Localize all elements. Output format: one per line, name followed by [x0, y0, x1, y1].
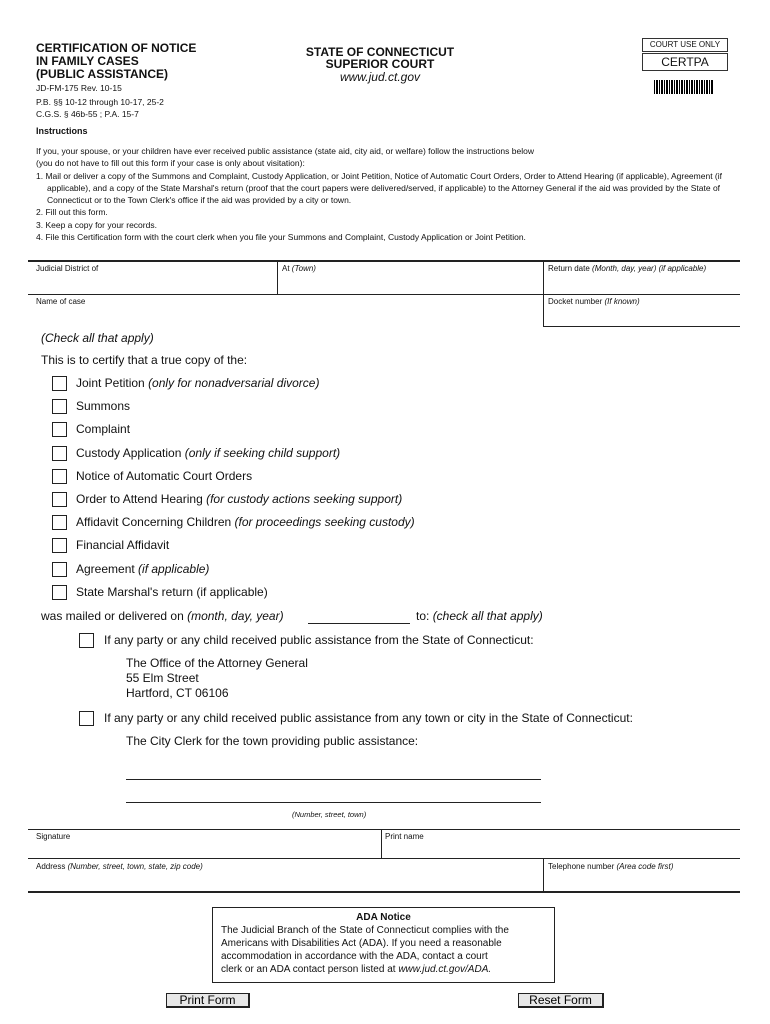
ada-line-2: Americans with Disabilities Act (ADA). If you need a reasonable: [221, 938, 502, 949]
town-input[interactable]: [282, 274, 538, 292]
case-info-divider-1: [277, 260, 278, 295]
document-checkbox-label: Complaint: [76, 422, 131, 436]
case-info-divider-2: [543, 260, 544, 326]
city-clerk-input-1[interactable]: [126, 763, 541, 779]
barcode-icon: [654, 80, 714, 94]
town-label: At (Town): [282, 264, 316, 273]
name-of-case-input[interactable]: [36, 307, 536, 325]
document-checkbox-label: Order to Attend Hearing (for custody actions seeking support): [76, 492, 403, 506]
instructions-body: [36, 145, 746, 243]
signature-divider: [381, 829, 382, 859]
state-assistance-checkbox[interactable]: [79, 633, 94, 648]
mailed-date-line: [308, 623, 410, 624]
document-checkbox-label: Agreement (if applicable): [76, 562, 210, 576]
judicial-district-label: Judicial District of: [36, 264, 99, 273]
document-checkbox-label: Financial Affidavit: [76, 538, 170, 552]
mailed-prefix: was mailed or delivered on (month, day, year): [41, 609, 284, 623]
ada-title: ADA Notice: [356, 912, 411, 923]
document-checkbox[interactable]: [52, 469, 67, 484]
document-checkbox[interactable]: [52, 422, 67, 437]
print-name-input[interactable]: [385, 842, 735, 857]
signature-label: Signature: [36, 832, 71, 841]
document-checkbox[interactable]: [52, 585, 67, 600]
city-clerk-line-2: [126, 802, 541, 803]
form-id: JD-FM-175 Rev. 10-15: [36, 83, 122, 93]
signature-mid-border: [28, 858, 740, 859]
instructions-heading: Instructions: [36, 126, 88, 136]
ag-line-2: 55 Elm Street: [126, 671, 199, 685]
case-info-bottom-border: [543, 326, 740, 327]
ada-link[interactable]: www.jud.ct.gov/ADA.: [398, 964, 492, 975]
state-name: STATE OF CONNECTICUT: [305, 45, 455, 59]
address-input[interactable]: [36, 873, 536, 889]
document-checkbox-label: Joint Petition (only for nonadversarial divorce): [76, 376, 320, 390]
document-checkbox-label: Custody Application (only if seeking child support): [76, 446, 341, 460]
to-label: to: (check all that apply): [416, 609, 543, 623]
city-clerk-label: The City Clerk for the town providing public assistance:: [126, 734, 419, 748]
ada-line-1: The Judicial Branch of the State of Connecticut complies with the: [221, 925, 509, 936]
address-hint: (Number, street, town): [292, 810, 367, 819]
reset-form-button[interactable]: Reset Form: [518, 993, 604, 1008]
telephone-label: Telephone number (Area code first): [548, 862, 674, 871]
address-divider: [543, 858, 544, 892]
document-checkbox[interactable]: [52, 376, 67, 391]
telephone-input[interactable]: [548, 873, 738, 889]
document-checkbox[interactable]: [52, 562, 67, 577]
town-assistance-checkbox[interactable]: [79, 711, 94, 726]
return-date-label: Return date (Month, day, year) (if applicable): [548, 264, 707, 273]
city-clerk-input-2[interactable]: [126, 786, 541, 802]
court-name: SUPERIOR COURT: [325, 57, 435, 71]
city-clerk-line-1: [126, 779, 541, 780]
instructions-step-4: 4. File this Certification form with the court clerk when you file your Summons and Complaint, Custody Application or Joint Petition.: [36, 232, 526, 243]
instructions-intro-1: If you, your spouse, or your children have ever received public assistance (state aid, city aid, or welfare) follow the instructions below: [36, 146, 534, 156]
instructions-step-1: 1. Mail or deliver a copy of the Summons and Complaint, Custody Application, or Joint Petition, Notice of Automatic Court Orders, Order to Attend Hearing (if applicable), Agreement (if applicable), and a copy of the State Marshal's return (proof that the court papers were delivered/served, if applicable) to the Attorney General if the aid was provided by the State of Connecticut or to the Town Clerk's office if the aid was provided by a city or town.: [36, 170, 722, 206]
document-checkbox[interactable]: [52, 515, 67, 530]
form-code: CERTPA: [642, 53, 728, 71]
document-checkbox-label: Notice of Automatic Court Orders: [76, 469, 253, 483]
signature-bottom-border: [28, 891, 740, 893]
case-info-mid-border: [28, 294, 740, 295]
docket-number-label: Docket number (If known): [548, 297, 640, 306]
court-website: www.jud.ct.gov: [339, 70, 421, 84]
ag-line-3: Hartford, CT 06106: [126, 686, 229, 700]
certify-intro: This is to certify that a true copy of the:: [41, 353, 248, 367]
address-label: Address (Number, street, town, state, zip code): [36, 862, 203, 871]
state-assistance-label: If any party or any child received public assistance from the State of Connecticut:: [104, 633, 534, 647]
court-header: [280, 46, 480, 84]
document-checkbox[interactable]: [52, 538, 67, 553]
attorney-general-address: [126, 656, 308, 701]
print-name-label: Print name: [385, 832, 424, 841]
docket-number-input[interactable]: [548, 307, 738, 325]
instructions-intro-2: (you do not have to fill out this form if your case is only about visitation):: [36, 158, 305, 169]
return-date-input[interactable]: [548, 274, 738, 292]
ada-line-4: clerk or an ADA contact person listed at www.jud.ct.gov/ADA.: [221, 964, 492, 975]
statute-reference-1: P.B. §§ 10-12 through 10-17, 25-2: [36, 97, 164, 107]
document-checkbox-label: State Marshal's return (if applicable): [76, 585, 268, 599]
document-checkbox-label: Affidavit Concerning Children (for proceedings seeking custody): [76, 515, 415, 529]
document-checkbox[interactable]: [52, 492, 67, 507]
instructions-step-2: 2. Fill out this form.: [36, 207, 108, 218]
town-assistance-label: If any party or any child received public assistance from any town or city in the State of Connecticut:: [104, 711, 633, 725]
document-checkbox[interactable]: [52, 446, 67, 461]
ada-notice: [212, 907, 555, 983]
name-of-case-label: Name of case: [36, 297, 86, 306]
court-use-only-label: COURT USE ONLY: [642, 38, 728, 52]
case-info-top-border: [28, 260, 740, 262]
signature-input[interactable]: [36, 842, 376, 857]
signature-top-border: [28, 829, 740, 830]
ag-line-1: The Office of the Attorney General: [126, 656, 308, 670]
statute-reference-2: C.G.S. § 46b-55 ; P.A. 15-7: [36, 109, 139, 119]
instructions-step-3: 3. Keep a copy for your records.: [36, 219, 157, 230]
check-all-instruction: (Check all that apply): [41, 331, 154, 345]
ada-line-3: accommodation in accordance with the ADA, contact a court: [221, 951, 488, 962]
judicial-district-input[interactable]: [36, 274, 272, 292]
print-form-button[interactable]: Print Form: [166, 993, 250, 1008]
mailed-date-input[interactable]: [308, 608, 410, 623]
document-checkbox-label: Summons: [76, 399, 131, 413]
form-title: CERTIFICATION OF NOTICE IN FAMILY CASES (PUBLIC ASSISTANCE): [36, 41, 197, 81]
document-checkbox[interactable]: [52, 399, 67, 414]
